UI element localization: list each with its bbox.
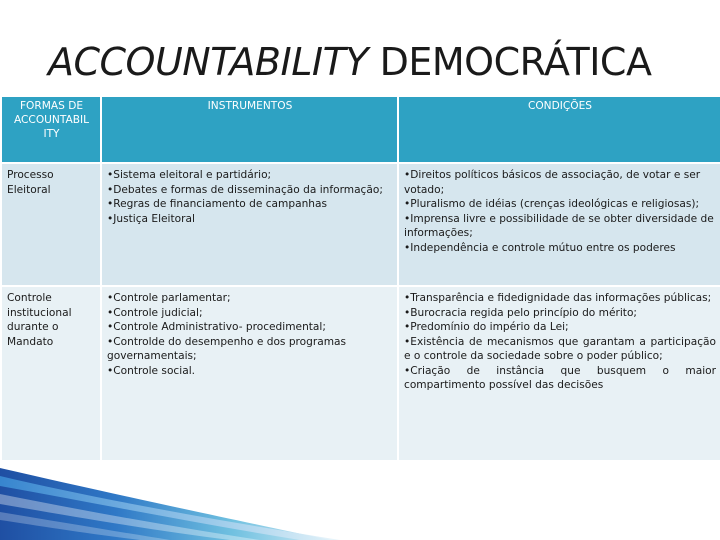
- table-header-row: [1, 96, 720, 163]
- list-item: •Direitos políticos básicos de associação, de votar e ser votado;: [404, 169, 701, 196]
- list-item: •Transparência e fidedignidade das informações públicas;: [404, 292, 712, 304]
- cell-instrumentos: [101, 286, 398, 461]
- list-item: •Existência de mecanismos que garantam a participação e o controle da sociedade sobre o poder público;: [404, 335, 716, 362]
- list-item: •Burocracia regida pelo princípio do mérito;: [404, 306, 637, 319]
- list-item: •Controle judicial;: [107, 306, 203, 319]
- list-item: •Debates e formas de disseminação da informação;: [107, 183, 383, 196]
- list-item: •Imprensa livre e possibilidade de se obter diversidade de informações;: [404, 212, 714, 239]
- header-formas: FORMAS DE ACCOUNTABIL ITY: [1, 96, 101, 163]
- list-item: •Controle Administrativo- procedimental;: [107, 321, 326, 333]
- list-item: •Justiça Eleitoral: [107, 212, 195, 225]
- list-item: •Criação de instância que busquem o maior compartimento possível das decisões: [404, 364, 716, 391]
- header-instrumentos: INSTRUMENTOS: [101, 96, 398, 163]
- title-accountability: ACCOUNTABILITY: [48, 40, 369, 84]
- cell-condicoes: [398, 163, 720, 286]
- table-row: [1, 163, 720, 286]
- cell-instrumentos: [101, 163, 398, 286]
- list-item: •Regras de financiamento de campanhas: [107, 198, 328, 210]
- list-item: •Controle social.: [107, 364, 195, 377]
- decorative-bottom-band: [0, 468, 720, 540]
- cell-condicoes: [398, 286, 720, 461]
- list-item: •Controle parlamentar;: [107, 292, 231, 304]
- header-condicoes: CONDIÇÕES: [398, 96, 720, 163]
- list-item: •Pluralismo de idéias (crenças ideológicas e religiosas);: [404, 198, 700, 210]
- slide-title: [48, 38, 651, 86]
- title-democratica: DEMOCRÁTICA: [379, 40, 652, 84]
- list-item: •Independência e controle mútuo entre os poderes: [404, 241, 676, 254]
- table-row: [1, 286, 720, 461]
- cell-forma: Controle institucional durante o Mandato: [1, 286, 101, 461]
- list-item: •Predomínio do império da Lei;: [404, 321, 569, 333]
- cell-forma: Processo Eleitoral: [1, 163, 101, 286]
- decorative-wave-graphic: [0, 468, 720, 540]
- list-item: •Sistema eleitoral e partidário;: [107, 169, 272, 181]
- list-item: •Controlde do desempenho e dos programas governamentais;: [107, 335, 347, 362]
- accountability-table: [0, 95, 720, 462]
